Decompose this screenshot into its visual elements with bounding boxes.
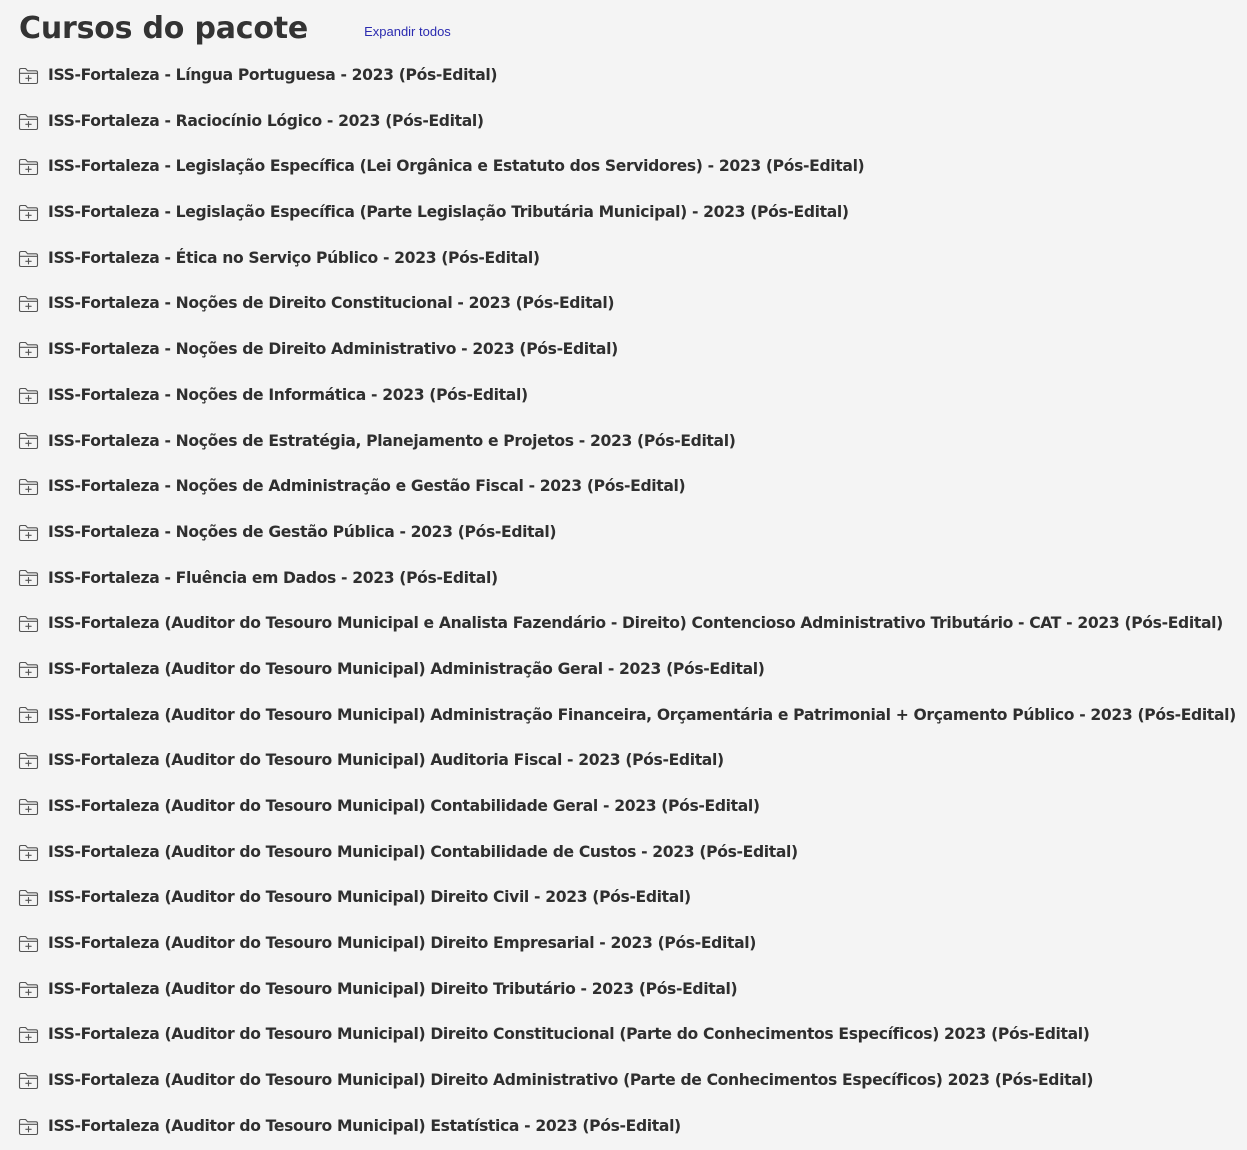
course-item-17[interactable]: [18, 784, 1247, 830]
course-label: ISS-Fortaleza (Auditor do Tesouro Municipal) Contabilidade de Custos - 2023 (Pós-Edital): [48, 842, 798, 861]
course-list: [18, 53, 1247, 1150]
folder-plus-icon[interactable]: [18, 844, 39, 862]
folder-plus-icon[interactable]: [18, 524, 39, 542]
folder-plus-icon[interactable]: [18, 67, 39, 85]
folder-plus-icon[interactable]: [18, 1026, 39, 1044]
folder-plus-icon[interactable]: [18, 478, 39, 496]
folder-plus-icon[interactable]: [18, 798, 39, 816]
course-label: ISS-Fortaleza - Noções de Direito Constitucional - 2023 (Pós-Edital): [48, 294, 615, 313]
page-header: [19, 8, 451, 50]
course-item-1[interactable]: [18, 53, 1247, 99]
course-label: ISS-Fortaleza - Noções de Administração e Gestão Fiscal - 2023 (Pós-Edital): [48, 477, 686, 496]
course-item-15[interactable]: [18, 693, 1247, 739]
course-item-5[interactable]: [18, 236, 1247, 282]
course-label: ISS-Fortaleza - Fluência em Dados - 2023 (Pós-Edital): [48, 568, 498, 587]
folder-plus-icon[interactable]: [18, 661, 39, 679]
course-item-14[interactable]: [18, 647, 1247, 693]
course-item-22[interactable]: [18, 1012, 1247, 1058]
course-item-18[interactable]: [18, 830, 1247, 876]
course-label: ISS-Fortaleza - Ética no Serviço Público - 2023 (Pós-Edital): [48, 248, 540, 267]
folder-plus-icon[interactable]: [18, 615, 39, 633]
course-item-3[interactable]: [18, 144, 1247, 190]
course-item-4[interactable]: [18, 190, 1247, 236]
course-label: ISS-Fortaleza (Auditor do Tesouro Municipal) Auditoria Fiscal - 2023 (Pós-Edital): [48, 751, 724, 770]
course-item-23[interactable]: [18, 1058, 1247, 1104]
course-item-24[interactable]: [18, 1104, 1247, 1150]
folder-plus-icon[interactable]: [18, 569, 39, 587]
course-label: ISS-Fortaleza (Auditor do Tesouro Municipal) Direito Administrativo (Parte de Conhecimentos Específicos) 2023 (Pós-Edital): [48, 1071, 1094, 1090]
folder-plus-icon[interactable]: [18, 981, 39, 999]
course-item-13[interactable]: [18, 601, 1247, 647]
course-label: ISS-Fortaleza - Raciocínio Lógico - 2023 (Pós-Edital): [48, 111, 484, 130]
course-item-9[interactable]: [18, 419, 1247, 465]
course-item-21[interactable]: [18, 967, 1247, 1013]
folder-plus-icon[interactable]: [18, 113, 39, 131]
course-item-11[interactable]: [18, 510, 1247, 556]
course-item-10[interactable]: [18, 464, 1247, 510]
expand-all-button[interactable]: Expandir todos: [364, 23, 451, 39]
page-title: Cursos do pacote: [19, 11, 309, 46]
course-label: ISS-Fortaleza (Auditor do Tesouro Municipal) Direito Civil - 2023 (Pós-Edital): [48, 888, 691, 907]
folder-plus-icon[interactable]: [18, 295, 39, 313]
course-item-8[interactable]: [18, 373, 1247, 419]
course-label: ISS-Fortaleza - Noções de Gestão Pública - 2023 (Pós-Edital): [48, 522, 557, 541]
folder-plus-icon[interactable]: [18, 752, 39, 770]
course-label: ISS-Fortaleza - Noções de Informática - 2023 (Pós-Edital): [48, 385, 528, 404]
course-label: ISS-Fortaleza (Auditor do Tesouro Municipal e Analista Fazendário - Direito) Contencioso Administrativo Tributário - CAT - 2023 (Pós-Edital): [48, 614, 1223, 633]
course-label: ISS-Fortaleza - Língua Portuguesa - 2023 (Pós-Edital): [48, 66, 498, 85]
folder-plus-icon[interactable]: [18, 706, 39, 724]
course-label: ISS-Fortaleza - Noções de Estratégia, Planejamento e Projetos - 2023 (Pós-Edital): [48, 431, 736, 450]
course-item-7[interactable]: [18, 327, 1247, 373]
course-label: ISS-Fortaleza - Legislação Específica (Lei Orgânica e Estatuto dos Servidores) - 2023 (Pós-Edital): [48, 157, 865, 176]
course-item-19[interactable]: [18, 875, 1247, 921]
course-item-2[interactable]: [18, 99, 1247, 145]
course-label: ISS-Fortaleza (Auditor do Tesouro Municipal) Direito Tributário - 2023 (Pós-Edital): [48, 979, 738, 998]
folder-plus-icon[interactable]: [18, 158, 39, 176]
course-item-6[interactable]: [18, 281, 1247, 327]
course-item-16[interactable]: [18, 738, 1247, 784]
course-item-20[interactable]: [18, 921, 1247, 967]
course-item-12[interactable]: [18, 556, 1247, 602]
folder-plus-icon[interactable]: [18, 204, 39, 222]
course-label: ISS-Fortaleza (Auditor do Tesouro Municipal) Administração Geral - 2023 (Pós-Edital): [48, 659, 765, 678]
course-label: ISS-Fortaleza (Auditor do Tesouro Municipal) Direito Empresarial - 2023 (Pós-Edital): [48, 934, 757, 953]
course-label: ISS-Fortaleza (Auditor do Tesouro Municipal) Direito Constitucional (Parte do Conhecimentos Específicos) 2023 (Pós-Edital): [48, 1025, 1090, 1044]
folder-plus-icon[interactable]: [18, 1118, 39, 1136]
folder-plus-icon[interactable]: [18, 432, 39, 450]
folder-plus-icon[interactable]: [18, 1072, 39, 1090]
course-label: ISS-Fortaleza (Auditor do Tesouro Municipal) Administração Financeira, Orçamentária e Patrimonial + Orçamento Público - 2023 (Pós-Edital): [48, 705, 1236, 724]
course-label: ISS-Fortaleza (Auditor do Tesouro Municipal) Contabilidade Geral - 2023 (Pós-Edital): [48, 797, 760, 816]
folder-plus-icon[interactable]: [18, 889, 39, 907]
folder-plus-icon[interactable]: [18, 935, 39, 953]
course-label: ISS-Fortaleza - Noções de Direito Administrativo - 2023 (Pós-Edital): [48, 340, 618, 359]
folder-plus-icon[interactable]: [18, 341, 39, 359]
course-label: ISS-Fortaleza - Legislação Específica (Parte Legislação Tributária Municipal) - 2023 (Pós-Edital): [48, 203, 849, 222]
folder-plus-icon[interactable]: [18, 387, 39, 405]
course-label: ISS-Fortaleza (Auditor do Tesouro Municipal) Estatística - 2023 (Pós-Edital): [48, 1116, 681, 1135]
folder-plus-icon[interactable]: [18, 250, 39, 268]
